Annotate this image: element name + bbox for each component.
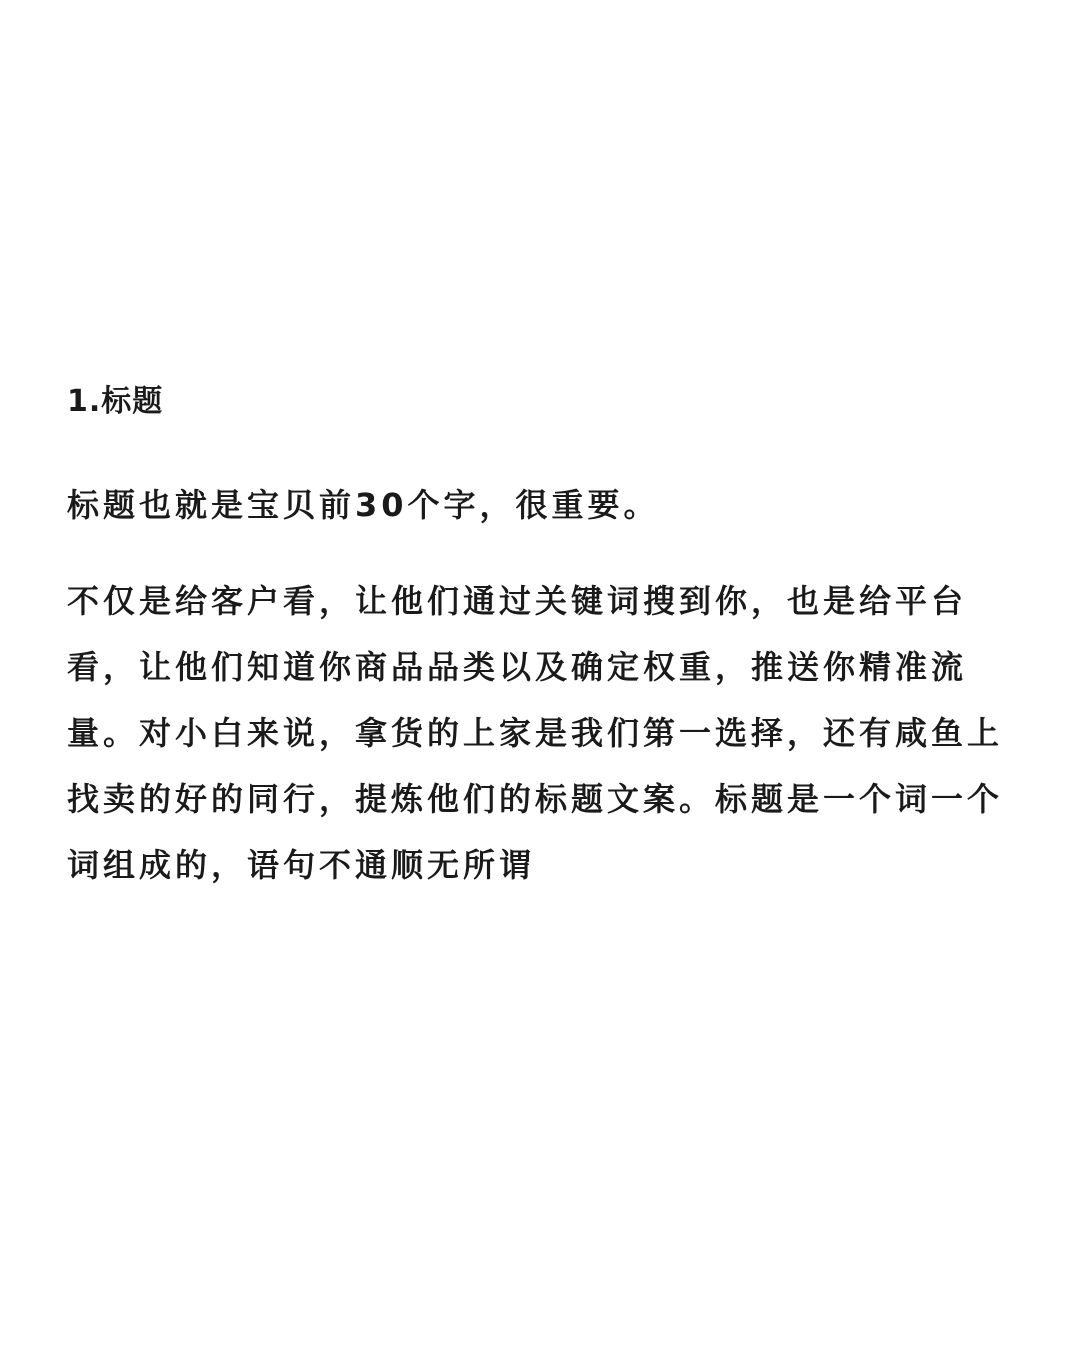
section-heading: 1.标题 xyxy=(67,384,164,419)
article-body xyxy=(67,382,1007,898)
intro-paragraph: 标题也就是宝贝前30个字，很重要。 xyxy=(67,486,660,524)
body-paragraph: 不仅是给客户看，让他们通过关键词搜到你，也是给平台 看，让他们知道你商品品类以及确定权重，推送你精准流 量。对小白来说，拿货的上家是我们第一选择，还有咸鱼上 找卖的好的同行，提炼他们的标题文案。标题是一个词一个 词组成的，语句不通顺无所谓 xyxy=(67,582,1004,884)
